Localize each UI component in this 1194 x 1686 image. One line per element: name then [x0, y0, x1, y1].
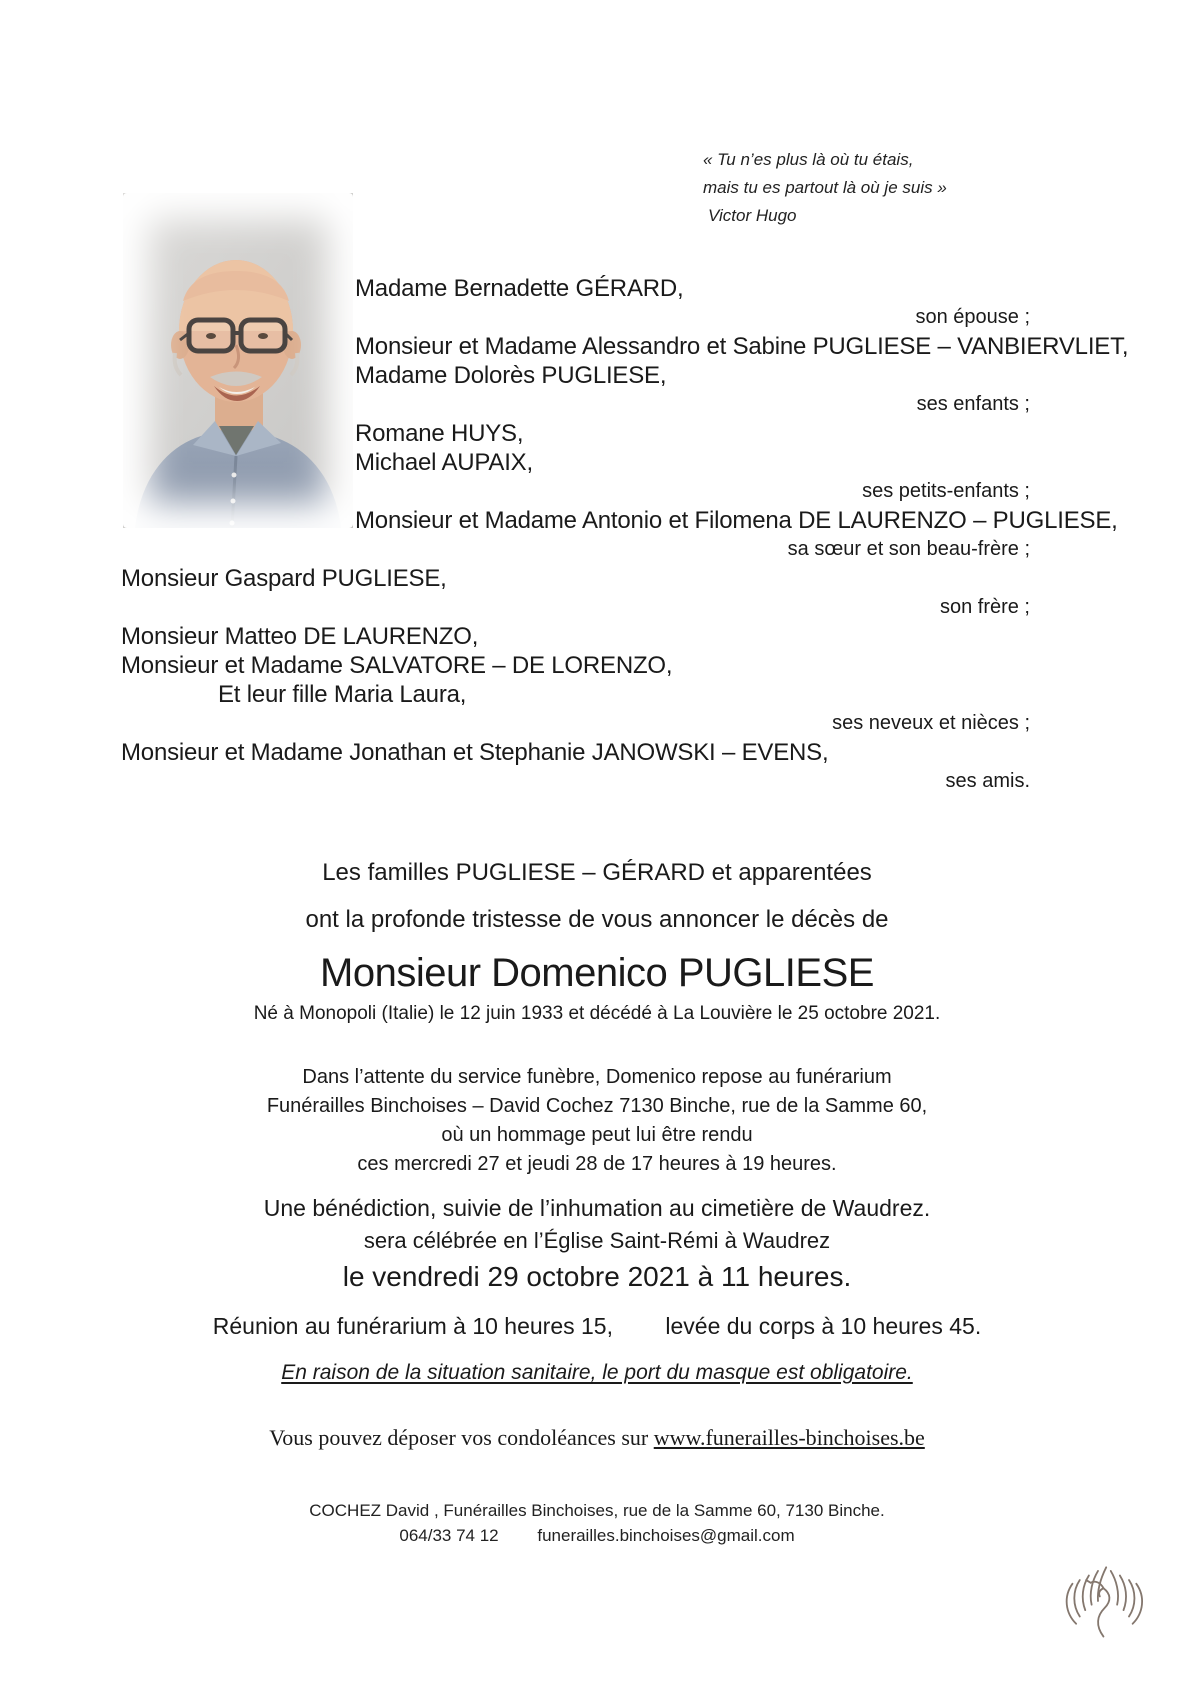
quote-line-1: « Tu n’es plus là où tu étais, [703, 150, 914, 169]
wake-line-2: Funérailles Binchoises – David Cochez 7130 Binche, rue de la Samme 60, [266, 1095, 928, 1117]
sorrow-line: ont la profonde tristesse de vous annoncer le décès de [305, 906, 889, 933]
footer-address: COCHEZ David , Funérailles Binchoises, rue de la Samme 60, 7130 Binche. [309, 1501, 885, 1520]
relation-label: ses enfants ; [916, 393, 1030, 415]
relation-label: son épouse ; [915, 306, 1030, 328]
relation-label: son frère ; [939, 596, 1030, 618]
meeting-line [0, 1311, 1194, 1341]
family-line: Et leur fille Maria Laura, [218, 681, 467, 708]
funeral-home-logo [1052, 1560, 1144, 1642]
family-line: Michael AUPAIX, [355, 449, 533, 476]
benediction-line: Une bénédiction, suivie de l’inhumation au cimetière de Waudrez. [263, 1195, 931, 1221]
family-line: Monsieur et Madame SALVATORE – DE LORENZO, [121, 652, 673, 679]
relation-label: ses amis. [945, 770, 1030, 792]
announcement-block [0, 858, 1194, 1548]
birth-death-line: Né à Monopoli (Italie) le 12 juin 1933 et décédé à La Louvière le 25 octobre 2021. [253, 1003, 941, 1024]
meeting-part-1: Réunion au funérarium à 10 heures 15, [212, 1313, 613, 1339]
footer-contact [0, 1524, 1194, 1548]
footer-phone: 064/33 74 12 [399, 1526, 499, 1545]
family-line: Monsieur et Madame Alessandro et Sabine PUGLIESE – VANBIERVLIET, [355, 333, 1129, 360]
wake-block [0, 1063, 1194, 1179]
wake-line-1: Dans l’attente du service funèbre, Domenico repose au funérarium [302, 1066, 892, 1088]
deceased-name: Monsieur Domenico PUGLIESE [320, 951, 874, 995]
family-line: Monsieur et Madame Antonio et Filomena DE LAURENZO – PUGLIESE, [355, 507, 1118, 534]
wake-line-4: ces mercredi 27 et jeudi 28 de 17 heures à 19 heures. [357, 1153, 837, 1175]
dove-logo-icon [1052, 1560, 1144, 1642]
families-line: Les familles PUGLIESE – GÉRARD et apparentées [322, 859, 872, 886]
meeting-part-2: levée du corps à 10 heures 45. [665, 1313, 982, 1339]
wake-line-3: où un hommage peut lui être rendu [441, 1124, 753, 1146]
family-line: Monsieur et Madame Jonathan et Stephanie JANOWSKI – EVENS, [121, 739, 829, 766]
family-line: Madame Dolorès PUGLIESE, [355, 362, 667, 389]
footer-email: funerailles.binchoises@gmail.com [537, 1526, 795, 1545]
portrait-illustration [123, 193, 353, 528]
family-line: Madame Bernadette GÉRARD, [355, 275, 684, 302]
relation-label: ses neveux et nièces ; [832, 712, 1030, 734]
deceased-portrait-photo [123, 193, 353, 528]
funeral-date-line: le vendredi 29 octobre 2021 à 11 heures. [342, 1261, 852, 1292]
condolences-text: Vous pouvez déposer vos condoléances sur [269, 1425, 654, 1450]
quote-block [703, 0, 1194, 230]
quote-line-2: mais tu es partout là où je suis » [703, 178, 947, 197]
relation-label: sa sœur et son beau-frère ; [787, 538, 1030, 560]
church-line: sera célébrée en l’Église Saint-Rémi à Waudrez [363, 1228, 831, 1253]
family-line: Monsieur Gaspard PUGLIESE, [121, 565, 447, 592]
website-link[interactable]: www.funerailles-binchoises.be [653, 1425, 925, 1450]
family-line: Monsieur Matteo DE LAURENZO, [121, 623, 479, 650]
family-line: Romane HUYS, [355, 420, 524, 447]
relation-label: ses petits-enfants ; [862, 480, 1030, 502]
quote-attribution: Victor Hugo [708, 206, 797, 225]
sanitary-note: En raison de la situation sanitaire, le port du masque est obligatoire. [281, 1361, 913, 1384]
condolences-line [0, 1423, 1194, 1453]
